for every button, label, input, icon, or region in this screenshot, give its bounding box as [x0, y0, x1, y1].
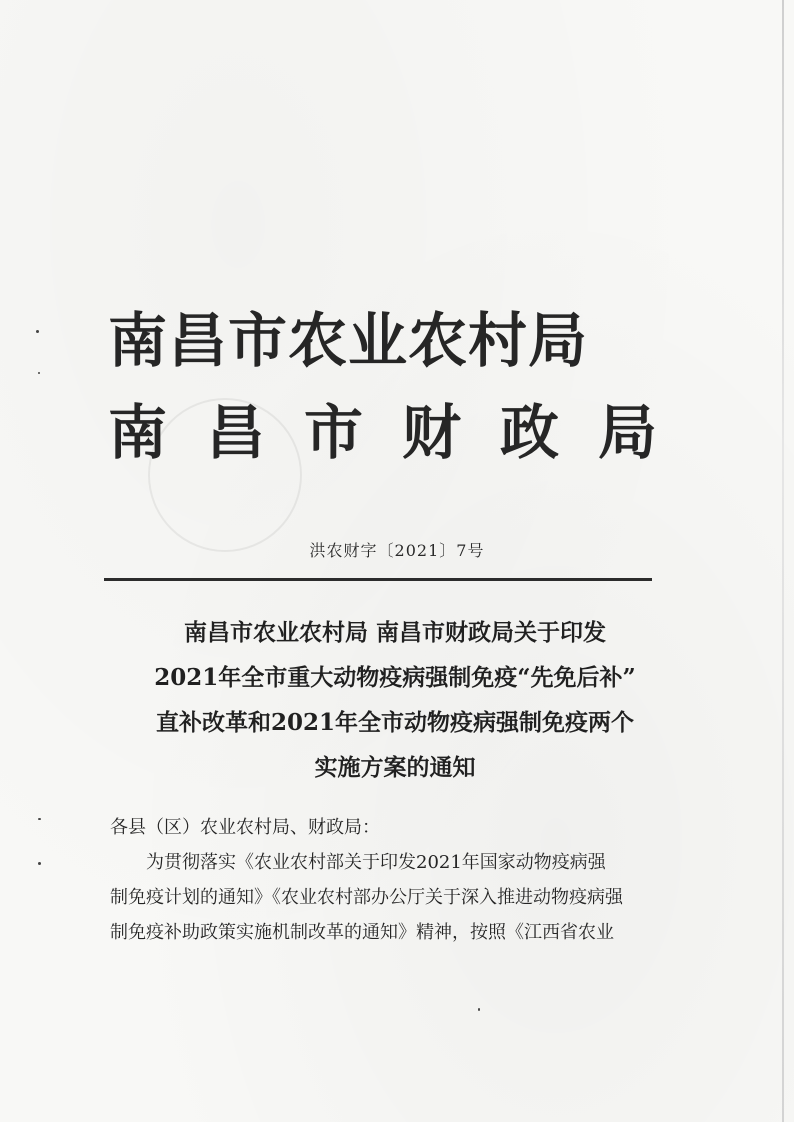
issuer-agriculture-bureau: 南昌市农业农村局 — [108, 306, 589, 375]
title-line: 南昌市农业农村局 南昌市财政局关于印发 — [183, 619, 606, 646]
paragraph-line: 为贯彻落实《农业农村部关于印发2021年国家动物疫病强 — [146, 852, 606, 873]
issuer-finance-bureau: 南昌市财政局 — [108, 398, 697, 467]
document-title — [100, 610, 690, 790]
scan-speck — [38, 372, 40, 374]
title-line: 2021年全市重大动物疫病强制免疫“先免后补” — [154, 664, 636, 691]
scan-speck — [38, 862, 41, 865]
scan-speck — [36, 330, 39, 333]
title-line: 实施方案的通知 — [314, 754, 476, 781]
document-body — [110, 810, 670, 950]
header-divider — [104, 578, 652, 581]
paragraph-line: 制免疫补助政策实施机制改革的通知》精神，按照《江西省农业 — [110, 922, 614, 943]
salutation: 各县（区）农业农村局、财政局： — [110, 817, 380, 838]
paragraph-line: 制免疫计划的通知》《农业农村部办公厅关于深入推进动物疫病强 — [110, 887, 623, 908]
document-number: 洪农财字〔2021〕7号 — [309, 541, 485, 560]
scan-edge — [782, 0, 784, 1122]
title-line: 直补改革和2021年全市动物疫病强制免疫两个 — [155, 709, 634, 736]
scan-speck — [38, 818, 41, 820]
scan-speck — [478, 1008, 480, 1011]
